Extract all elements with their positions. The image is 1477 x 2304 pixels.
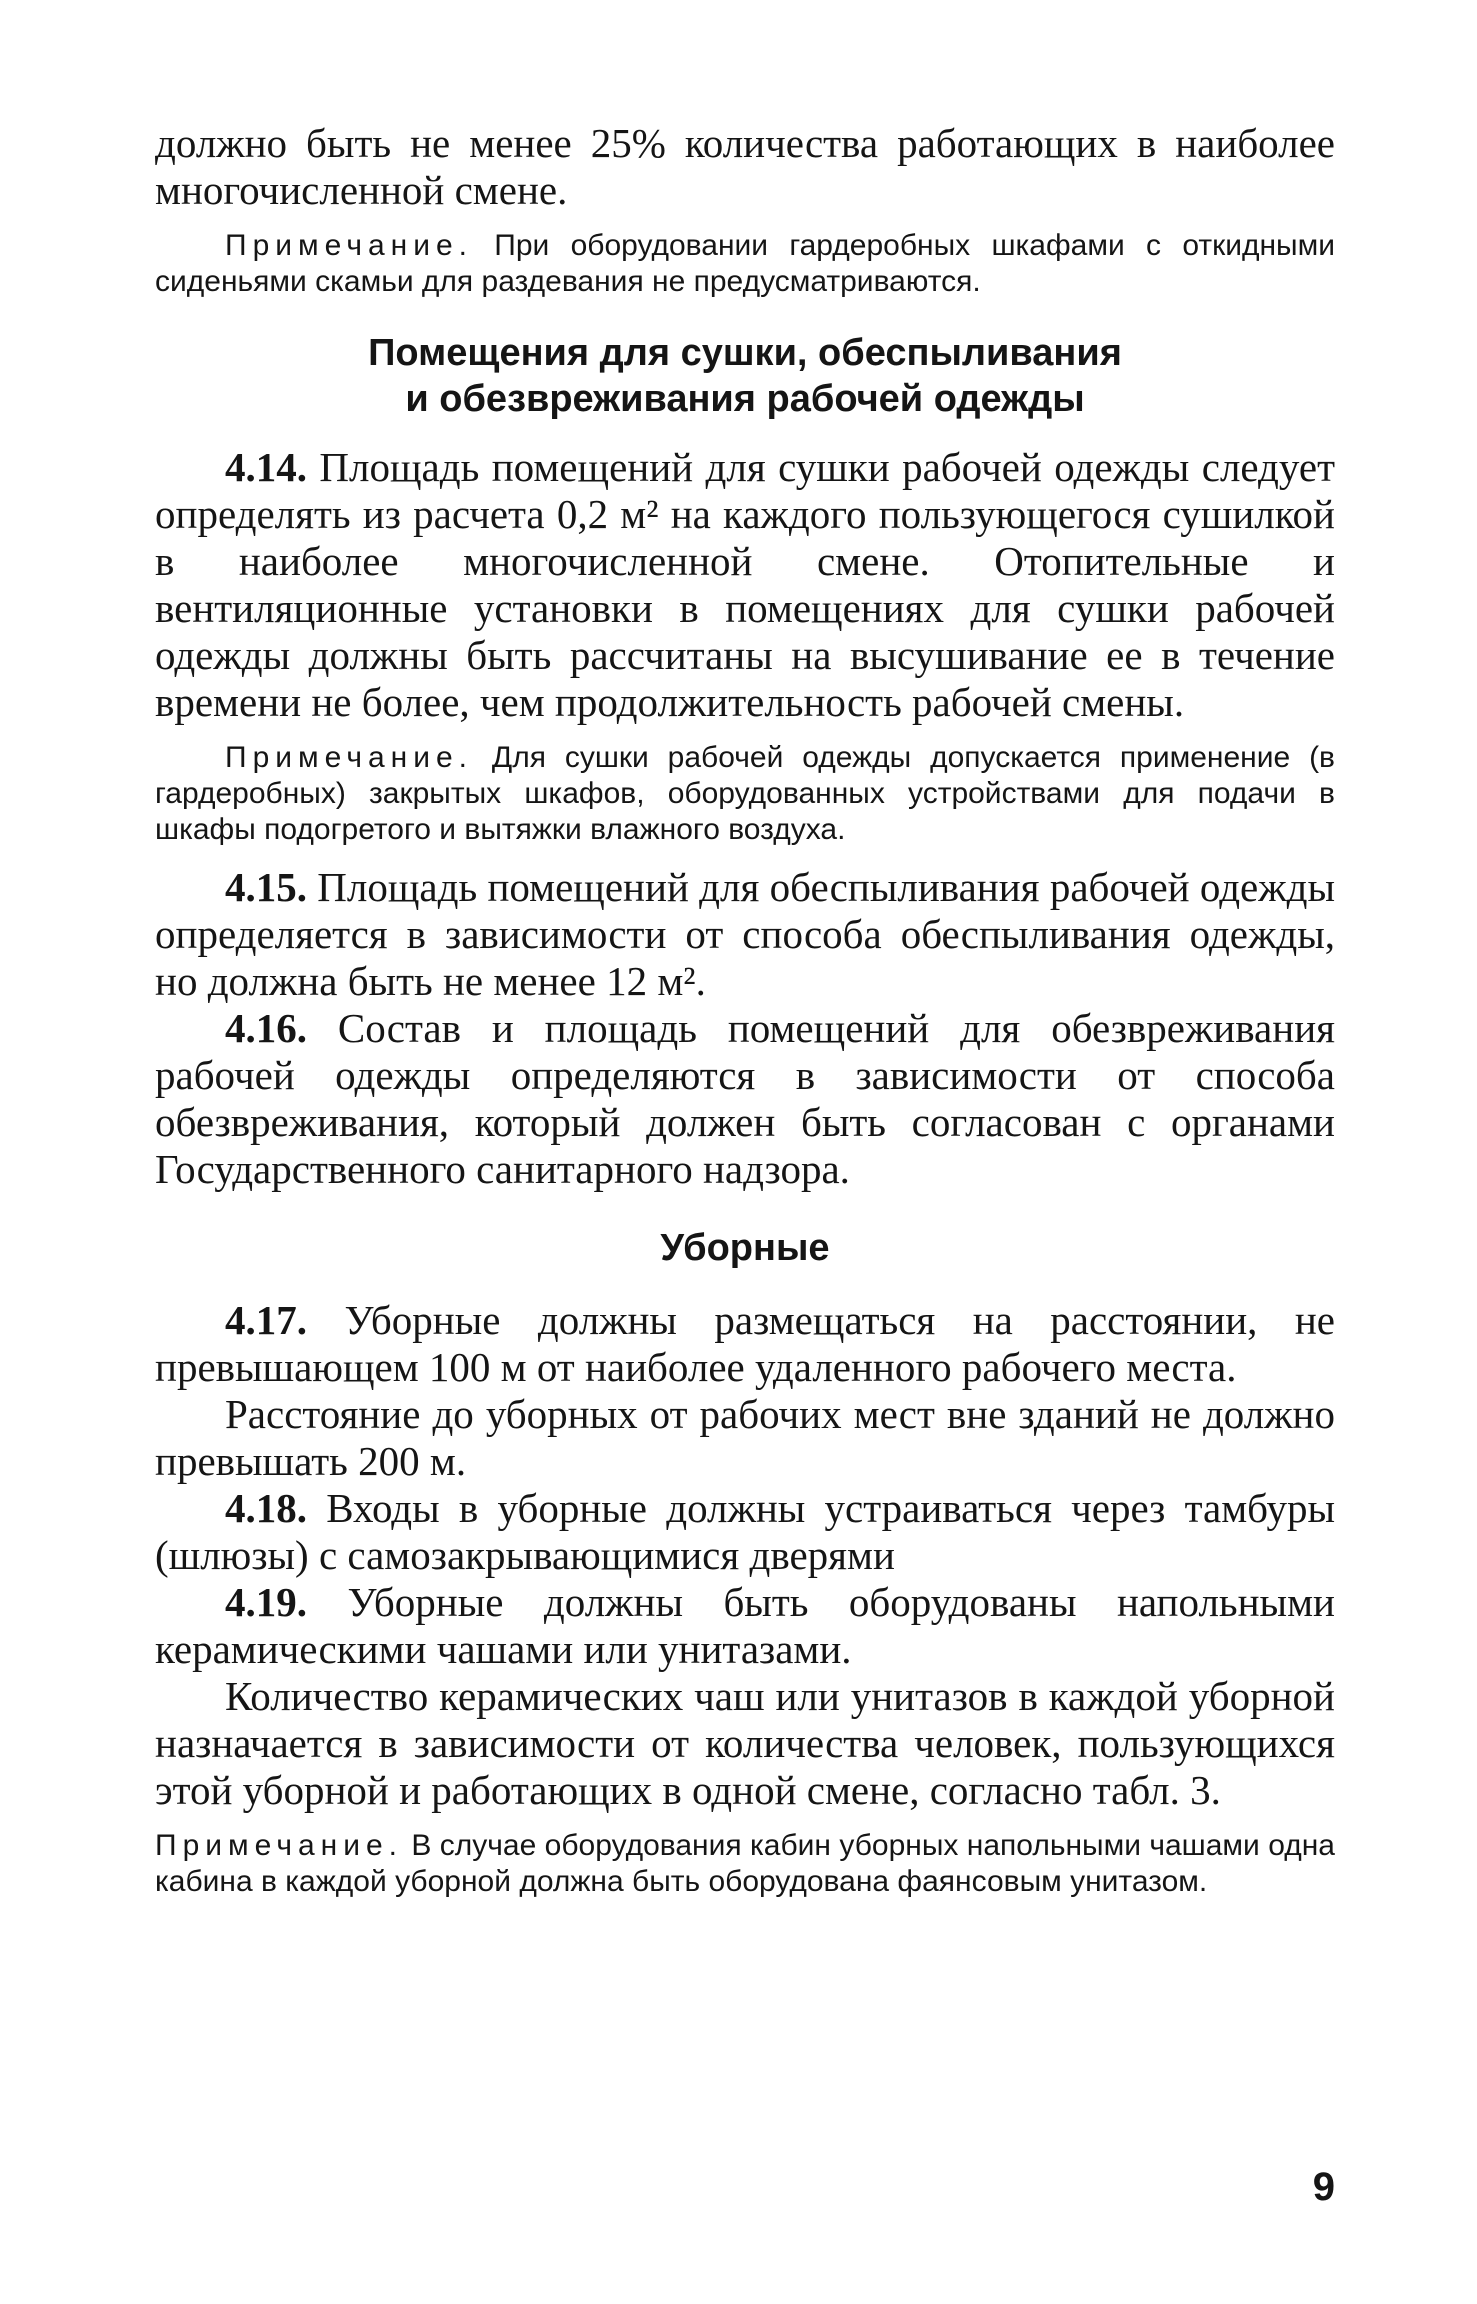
note-text: В случае оборудования кабин уборных напольными чашами одна кабина в каждой уборной должна быть оборудована фаянсовым унитазом.	[155, 1829, 1335, 1898]
note-wardrobe	[155, 228, 1335, 300]
clause-text: Площадь помещений для обеспыливания рабочей одежды определяется в зависимости от способа обеспыливания одежды, но должна быть не менее 12 м².	[155, 864, 1335, 1004]
paragraph-4-17	[155, 1297, 1335, 1391]
clause-text: Уборные должны быть оборудованы напольными керамическими чашами или унитазами.	[155, 1579, 1335, 1672]
note-drying-cabinets	[155, 740, 1335, 848]
note-label: Примечание.	[225, 229, 473, 262]
clause-text: Входы в уборные должны устраиваться через тамбуры (шлюзы) с самозакрывающимися дверями	[155, 1485, 1335, 1578]
clause-text: Площадь помещений для сушки рабочей одежды следует определять из расчета 0,2 м² на каждого пользующегося сушилкой в наиболее многочисленной смене. Отопительные и вентиляционные установки в помещениях для сушки рабочей одежды должны быть рассчитаны на высушивание ее в течение времени не более, чем продолжительность рабочей смены.	[155, 444, 1335, 725]
paragraph-4-16	[155, 1005, 1335, 1193]
intro-paragraph: должно быть не менее 25% количества работающих в наиболее многочисленной смене.	[155, 120, 1335, 213]
paragraph-bowls-count: Количество керамических чаш или унитазов в каждой уборной назначается в зависимости от количества человек, пользующихся этой уборной и работающих в одной смене, согласно табл. 3.	[155, 1673, 1335, 1813]
paragraph-4-18	[155, 1485, 1335, 1579]
note-cabins	[155, 1828, 1335, 1900]
heading-line: и обезвреживания рабочей одежды	[405, 378, 1085, 420]
note-label: Примечание.	[155, 1829, 403, 1862]
section-heading-drying	[155, 330, 1335, 422]
paragraph-4-15	[155, 864, 1335, 1005]
paragraph-4-19	[155, 1579, 1335, 1673]
clause-number: 4.18.	[225, 1485, 307, 1531]
paragraph-4-14	[155, 444, 1335, 726]
clause-number: 4.16.	[225, 1005, 307, 1051]
clause-text: Состав и площадь помещений для обезвреживания рабочей одежды определяются в зависимости от способа обезвреживания, который должен быть согласован с органами Государственного санитарного надзора.	[155, 1005, 1335, 1192]
clause-number: 4.17.	[225, 1297, 307, 1343]
clause-number: 4.15.	[225, 864, 307, 910]
clause-number: 4.14.	[225, 444, 307, 490]
document-page	[155, 120, 1335, 1900]
clause-text: Уборные должны размещаться на расстоянии, не превышающем 100 м от наиболее удаленного рабочего места.	[155, 1297, 1335, 1390]
section-heading-toilets: Уборные	[660, 1227, 830, 1269]
page-number: 9	[1312, 2165, 1335, 2209]
note-label: Примечание.	[225, 741, 473, 774]
heading-line: Помещения для сушки, обеспыливания	[368, 332, 1122, 374]
clause-number: 4.19.	[225, 1579, 307, 1625]
note-text: При оборудовании гардеробных шкафами с откидными сиденьями скамьи для раздевания не предусматриваются.	[155, 229, 1335, 298]
note-text: Для сушки рабочей одежды допускается применение (в гардеробных) закрытых шкафов, оборудованных устройствами для подачи в шкафы подогретого и вытяжки влажного воздуха.	[155, 741, 1335, 846]
paragraph-distance: Расстояние до уборных от рабочих мест вне зданий не должно превышать 200 м.	[155, 1391, 1335, 1484]
